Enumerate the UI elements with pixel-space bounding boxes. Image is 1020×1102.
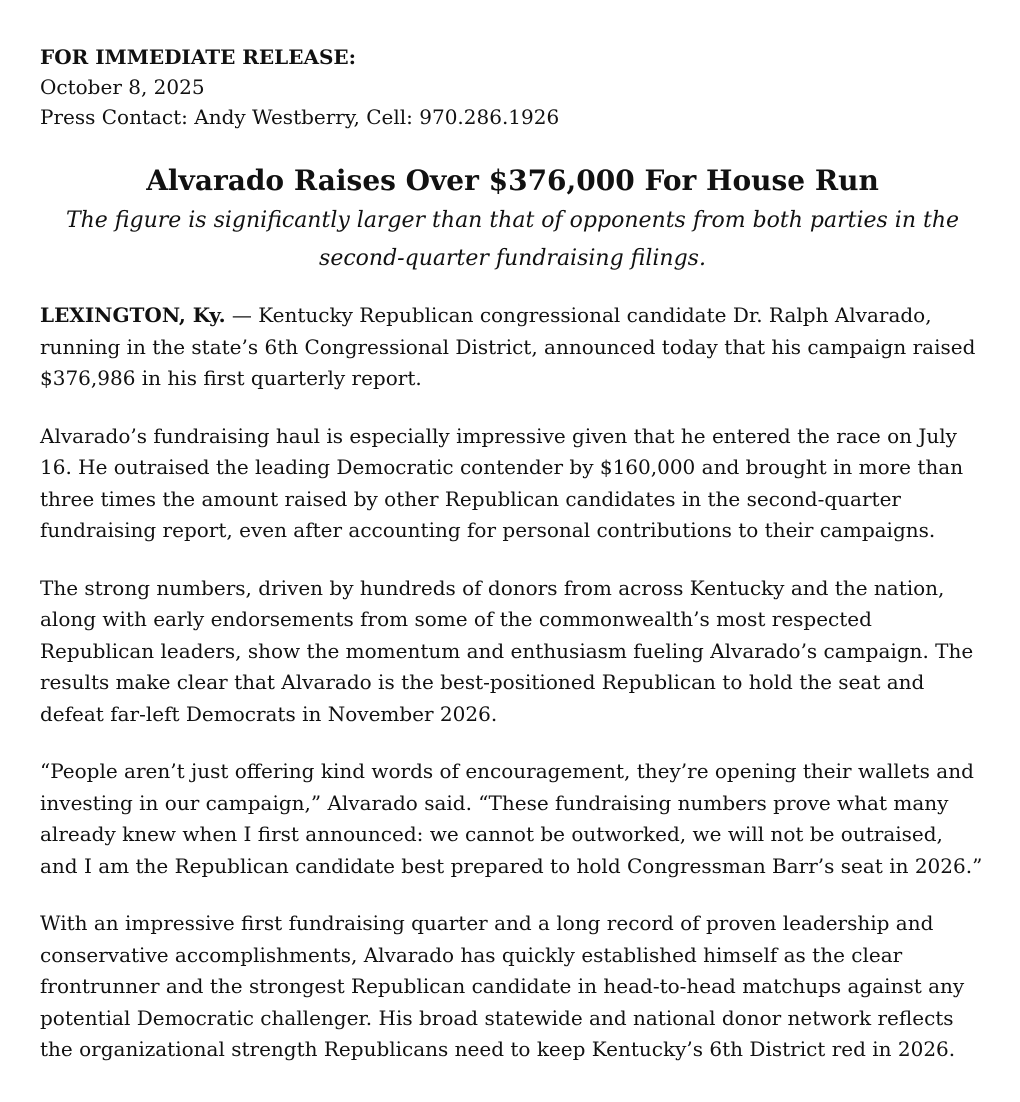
body-paragraph-1 [40, 300, 985, 395]
press-contact: Press Contact: Andy Westberry, Cell: 970.286.1926 [40, 105, 560, 129]
dateline: LEXINGTON, Ky. [40, 303, 226, 327]
body-paragraph-3: The strong numbers, driven by hundreds of donors from across Kentucky and the nation, along with early endorsements from some of the commonwealth’s most respected Republican leaders, show the momentum and enthusiasm fueling Alvarado’s campaign. The results make clear that Alvarado is the best-positioned Republican to hold the seat and defeat far-left Democrats in November 2026. [40, 575, 974, 726]
body-paragraph-5: With an impressive first fundraising quarter and a long record of proven leadership and conservative accomplishments, Alvarado has quickly established himself as the clear frontrunner and the strongest Republican candidate in head-to-head matchups against any potential Democratic challenger. His broad statewide and national donor network reflects the organizational strength Republicans need to keep Kentucky’s 6th District red in 2026. [40, 911, 965, 1061]
release-label: FOR IMMEDIATE RELEASE: [40, 45, 357, 69]
paragraph-1-text: — Kentucky Republican congressional candidate Dr. Ralph Alvarado, running in the state’s 6th Congressional District, announced today that his campaign raised $376,986 in his first quarterly report. [40, 303, 976, 390]
body-paragraph-2: Alvarado’s fundraising haul is especially impressive given that he entered the race on July 16. He outraised the leading Democratic contender by $160,000 and brought in more than three times the amount raised by other Republican candidates in the second-quarter fundraising report, even after accounting for personal contributions to their campaigns. [40, 423, 964, 542]
headline: Alvarado Raises Over $376,000 For House Run [146, 164, 879, 197]
press-release-document [40, 42, 985, 1066]
release-date: October 8, 2025 [40, 75, 205, 99]
release-header [40, 42, 985, 132]
subheadline: The figure is significantly larger than that of opponents from both parties in the second-quarter fundraising filings. [65, 208, 960, 271]
body-paragraph-4: “People aren’t just offering kind words of encouragement, they’re opening their wallets and investing in our campaign,” Alvarado said. “These fundraising numbers prove what many already knew when I first announced: we cannot be outworked, we will not be outraised, and I am the Republican candidate best prepared to hold Congressman Barr’s seat in 2026.” [40, 759, 983, 878]
